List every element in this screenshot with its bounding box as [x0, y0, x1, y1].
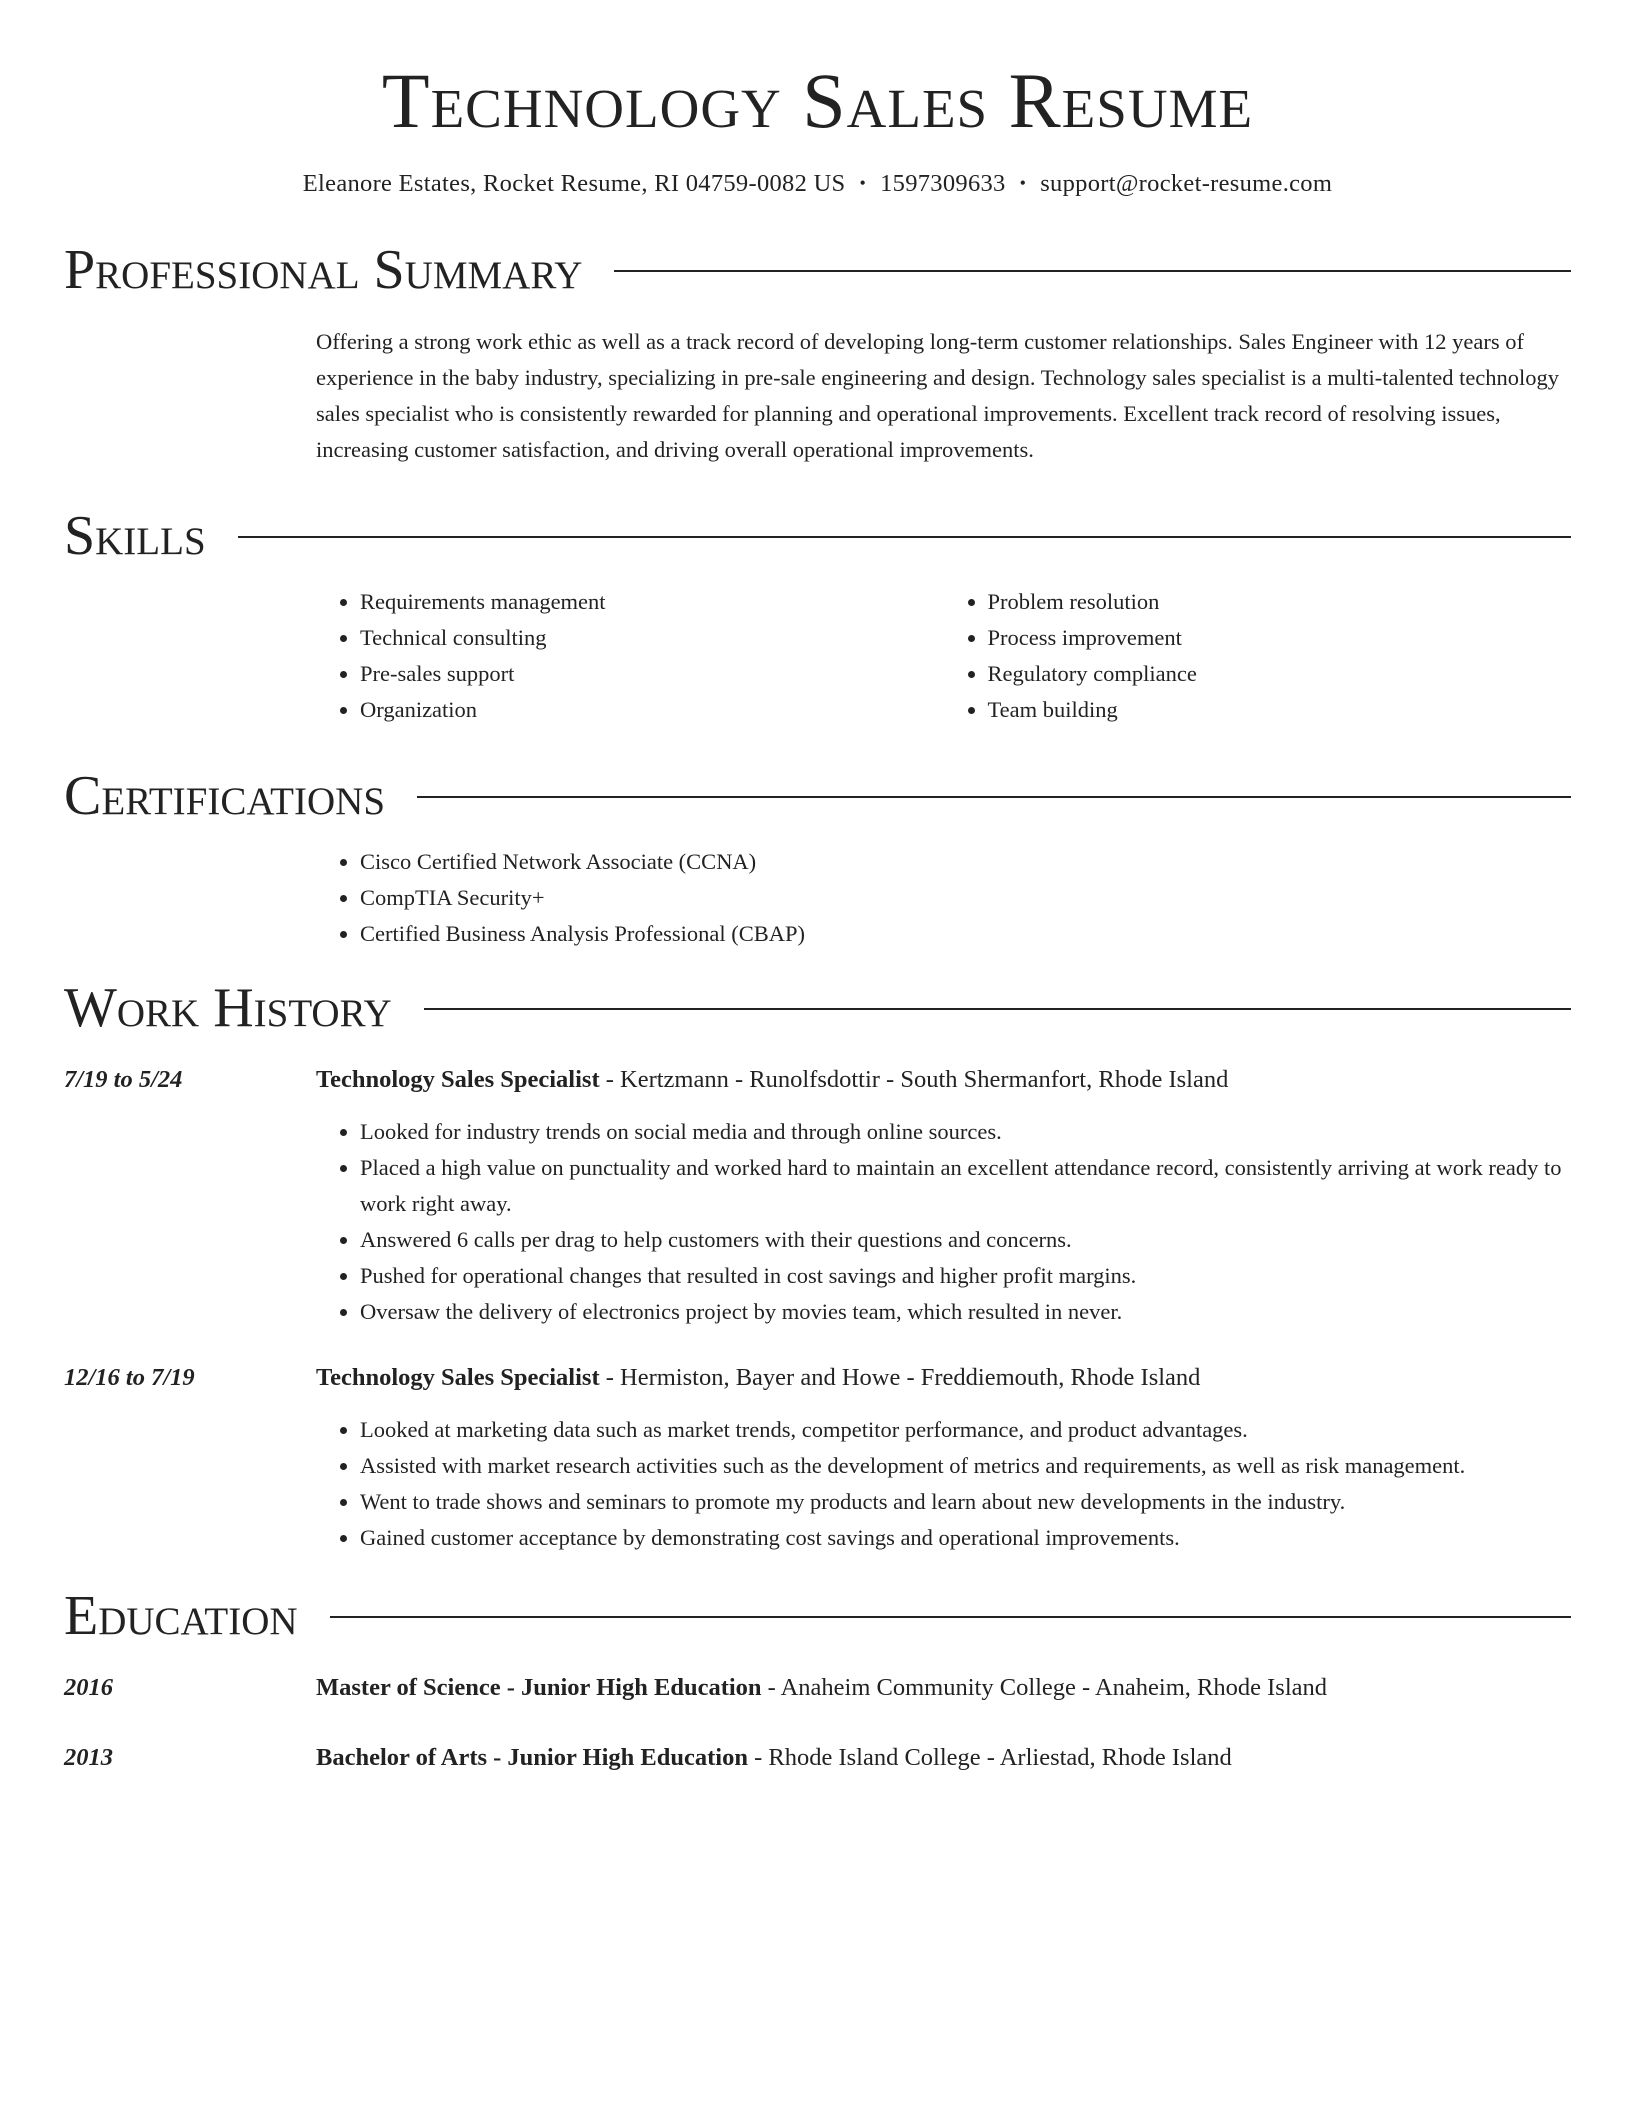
summary-section-header [64, 238, 1571, 301]
job-bullet: • Placed a high value on punctuality and worked hard to maintain an excellent attendance record, consistently arriving at work ready to work right away. [360, 1150, 1571, 1222]
skills-list [316, 584, 1571, 728]
contact-separator: • [859, 172, 867, 193]
resume-page [64, 0, 1571, 1776]
skill-item: • Problem resolution [988, 584, 1572, 620]
section-divider [417, 796, 1571, 798]
skills-column-right [944, 584, 1572, 728]
section-divider [424, 1008, 1571, 1010]
certification-item: • Certified Business Analysis Professional (CBAP) [360, 916, 1571, 952]
certifications-section-header [64, 764, 1571, 827]
education-entry [64, 1740, 1571, 1776]
skills-heading: Skills [64, 504, 206, 567]
skills-section-header [64, 504, 1571, 567]
education-year: 2013 [64, 1743, 113, 1771]
education-line [316, 1670, 1327, 1706]
contact-separator: • [1019, 172, 1027, 193]
job-bullet: • Pushed for operational changes that resulted in cost savings and higher profit margins. [360, 1258, 1571, 1294]
skill-item: • Technical consulting [360, 620, 944, 656]
certification-item: • CompTIA Security+ [360, 880, 1571, 916]
job-dates: 7/19 to 5/24 [64, 1065, 183, 1093]
job-bullets [316, 1114, 1571, 1330]
job-details: - Hermiston, Bayer and Howe - Freddiemouth, Rhode Island [599, 1363, 1201, 1391]
summary-text: Offering a strong work ethic as well as a track record of developing long-term customer relationships. Sales Engineer with 12 years of experience in the baby industry, specializing in pre-sale engineering and design. Technology sales specialist is a multi-talented technology sales specialist who is consistently rewarded for planning and operational improvements. Excellent track record of resolving issues, increasing customer satisfaction, and driving overall operational improvements. [316, 328, 1560, 462]
job-role: Technology Sales Specialist [316, 1065, 600, 1093]
job-bullet: • Looked for industry trends on social media and through online sources. [360, 1114, 1571, 1150]
job-details: - Kertzmann - Runolfsdottir - South Shermanfort, Rhode Island [599, 1065, 1229, 1093]
work-heading: Work History [64, 976, 392, 1039]
skills-column-left [316, 584, 944, 728]
education-degree: Master of Science - Junior High Education [316, 1673, 762, 1701]
certifications-heading: Certifications [64, 764, 386, 827]
skill-item: • Process improvement [988, 620, 1572, 656]
skill-item: • Organization [360, 692, 944, 728]
job-dates: 12/16 to 7/19 [64, 1363, 195, 1391]
work-section-header [64, 976, 1571, 1039]
contact-line [64, 170, 1571, 198]
certifications-list [316, 844, 1571, 952]
contact-email: support@rocket-resume.com [1040, 169, 1333, 197]
contact-address: Eleanore Estates, Rocket Resume, RI 04759-0082 US [302, 169, 846, 197]
job-entry [64, 1360, 1571, 1556]
job-bullet: • Looked at marketing data such as market trends, competitor performance, and product advantages. [360, 1412, 1571, 1448]
skill-item: • Requirements management [360, 584, 944, 620]
skill-item: • Team building [988, 692, 1572, 728]
education-details: - Rhode Island College - Arliestad, Rhode Island [747, 1743, 1232, 1771]
summary-heading: Professional Summary [64, 238, 583, 301]
job-bullet: • Went to trade shows and seminars to promote my products and learn about new developments in the industry. [360, 1484, 1571, 1520]
skill-item: • Regulatory compliance [988, 656, 1572, 692]
job-bullet: • Answered 6 calls per drag to help customers with their questions and concerns. [360, 1222, 1571, 1258]
certification-item: • Cisco Certified Network Associate (CCNA) [360, 844, 1571, 880]
job-title-line [316, 1360, 1571, 1396]
job-bullet: • Oversaw the delivery of electronics project by movies team, which resulted in never. [360, 1294, 1571, 1330]
education-entry [64, 1670, 1571, 1706]
contact-phone: 1597309633 [880, 169, 1006, 197]
resume-title: Technology Sales Resume [381, 57, 1254, 144]
job-bullet: • Gained customer acceptance by demonstrating cost savings and operational improvements. [360, 1520, 1571, 1556]
job-bullet: • Assisted with market research activities such as the development of metrics and requirements, as well as risk management. [360, 1448, 1571, 1484]
education-heading: Education [64, 1584, 298, 1647]
education-details: - Anaheim Community College - Anaheim, Rhode Island [761, 1673, 1328, 1701]
section-divider [238, 536, 1571, 538]
job-title-line [316, 1062, 1571, 1098]
education-section-header [64, 1584, 1571, 1647]
job-bullets [316, 1412, 1571, 1556]
section-divider [330, 1616, 1571, 1618]
skill-item: • Pre-sales support [360, 656, 944, 692]
education-degree: Bachelor of Arts - Junior High Education [316, 1743, 748, 1771]
education-year: 2016 [64, 1673, 113, 1701]
section-divider [614, 270, 1571, 272]
job-role: Technology Sales Specialist [316, 1363, 600, 1391]
job-entry [64, 1062, 1571, 1330]
education-line [316, 1740, 1232, 1776]
